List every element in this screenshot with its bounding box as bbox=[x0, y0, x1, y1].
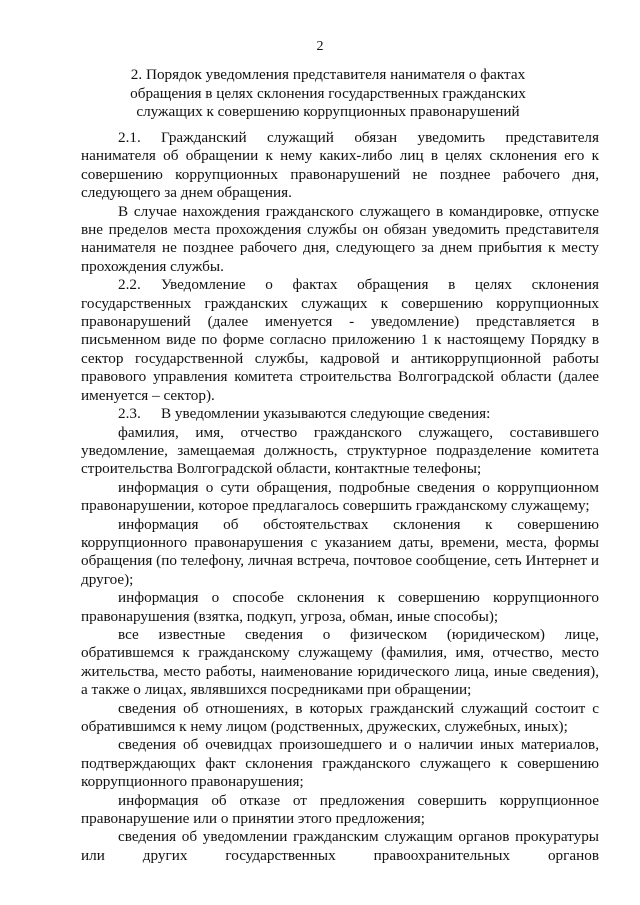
paragraph bbox=[81, 424, 599, 479]
heading-line: обращения в целях склонения государственных гражданских bbox=[130, 84, 526, 102]
paragraph-number: 2.1. bbox=[118, 129, 141, 146]
heading-line: служащих к совершению коррупционных правонарушений bbox=[136, 103, 520, 120]
paragraph bbox=[81, 203, 599, 277]
document-body bbox=[81, 129, 599, 865]
paragraph bbox=[81, 626, 599, 700]
paragraph-text: В случае нахождения гражданского служащего в командировке, отпуске вне пределов места прохождения службы он обязан уведомить представителя нанимателя не позднее рабочего дня, следующего за днем прибытия к месту прохождения службы. bbox=[81, 202, 599, 275]
paragraph-text: сведения об очевидцах произошедшего и о наличии иных материалов, подтверждающих факт склонения гражданского служащего к совершению коррупционного правонарушения; bbox=[81, 736, 599, 791]
paragraph bbox=[81, 516, 599, 590]
heading-line: 2. Порядок уведомления представителя нанимателя о фактах bbox=[130, 66, 526, 83]
page-number: 2 bbox=[316, 39, 324, 54]
paragraph-text: фамилия, имя, отчество гражданского служащего, составившего уведомление, замещаемая должность, структурное подразделение комитета строительства Волгоградской области, контактные телефоны; bbox=[81, 423, 599, 478]
paragraph-text: Уведомление о фактах обращения в целях склонения государственных гражданских служащих к совершению коррупционных правонарушений (далее именуется - уведомление) представляется в письменном виде по форме согласно приложению 1 к настоящему Порядку в сектор государственной службы, кадровой и антикоррупционной работы правового управления комитета строительства Волгоградской области (далее именуется – сектор). bbox=[81, 276, 599, 404]
paragraph bbox=[81, 828, 599, 865]
paragraph-text: все известные сведения о физическом (юридическом) лице, обратившемся к гражданскому служащему (фамилия, имя, отчество, место жительства, место работы, наименование юридического лица, иные сведения), а также о лицах, являвшихся посредниками при обращении; bbox=[81, 625, 599, 699]
paragraph-text: информация о сути обращения, подробные сведения о коррупционном правонарушении, которое предлагалось совершить гражданскому служащему; bbox=[81, 478, 599, 515]
paragraph bbox=[81, 736, 599, 791]
paragraph-text: Гражданский служащий обязан уведомить представителя нанимателя об обращении к нему каких-либо лиц в целях склонения его к совершению коррупционных правонарушений не позднее рабочего дня, следующего за днем обращения. bbox=[81, 129, 599, 202]
paragraph-number: 2.2. bbox=[118, 276, 141, 294]
paragraph bbox=[81, 405, 599, 423]
paragraph bbox=[81, 700, 599, 737]
paragraph-text: информация об отказе от предложения совершить коррупционное правонарушение или о принятии этого предложения; bbox=[81, 791, 599, 828]
paragraph-text: сведения об отношениях, в которых гражданский служащий состоит с обратившимся к нему лицом (родственных, дружеских, служебных, иных); bbox=[81, 699, 599, 735]
paragraph bbox=[81, 276, 599, 405]
paragraph-text: информация о способе склонения к совершению коррупционного правонарушения (взятка, подкуп, угроза, обман, иные способы); bbox=[81, 589, 599, 625]
paragraph-text: сведения об уведомлении гражданским служащим органов прокуратуры или других государственных правоохранительных органов bbox=[81, 828, 599, 864]
paragraph-number: 2.3. bbox=[118, 405, 141, 423]
section-heading bbox=[118, 66, 538, 122]
paragraph-text: информация об обстоятельствах склонения к совершению коррупционного правонарушения с указанием даты, времени, места, формы обращения (по телефону, личная встреча, почтовое сообщение, сеть Интернет и другое); bbox=[81, 515, 599, 588]
paragraph bbox=[81, 129, 599, 203]
paragraph bbox=[81, 589, 599, 626]
paragraph bbox=[81, 792, 599, 829]
paragraph bbox=[81, 479, 599, 516]
paragraph-text: В уведомлении указываются следующие сведения: bbox=[161, 405, 491, 423]
